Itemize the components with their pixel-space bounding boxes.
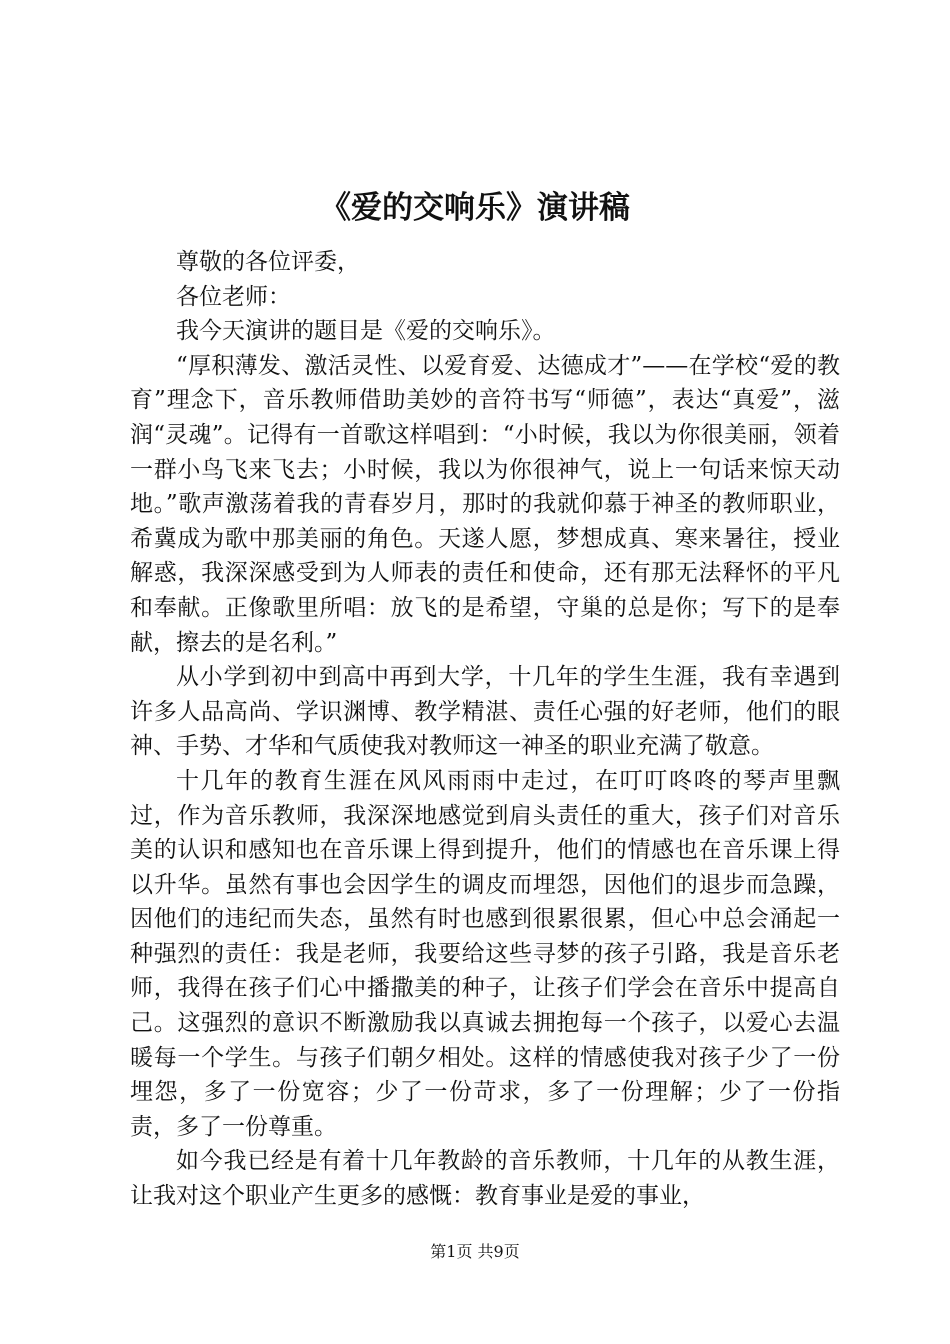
paragraph-body-2: 从小学到初中到高中再到大学，十几年的学生生涯，我有幸遇到许多人品高尚、学识渊博、教学精湛、责任心强的好老师，他们的眼神、手势、才华和气质使我对教师这一神圣的职业充满了敬意。 — [130, 664, 840, 760]
document-body — [130, 245, 840, 1214]
page-footer: 第1页 共9页 — [430, 1242, 520, 1261]
paragraph-topic: 我今天演讲的题目是《爱的交响乐》。 — [176, 318, 556, 345]
paragraph-greeting: 尊敬的各位评委， — [176, 249, 360, 275]
document-title: 《爱的交响乐》演讲稿 — [320, 190, 630, 226]
paragraph-body-3: 十几年的教育生涯在风风雨雨中走过，在叮叮咚咚的琴声里飘过，作为音乐教师，我深深地感觉到肩头责任的重大，孩子们对音乐美的认识和感知也在音乐课上得到提升，他们的情感也在音乐课上得以升华。虽然有事也会因学生的调皮而埋怨，因他们的退步而急躁，因他们的违纪而失态，虽然有时也感到很累很累，但心中总会涌起一种强烈的责任：我是老师，我要给这些寻梦的孩子引路，我是音乐老师，我得在孩子们心中播撒美的种子，让孩子们学会在音乐中提高自己。这强烈的意识不断激励我以真诚去拥抱每一个孩子，以爱心去温暖每一个学生。与孩子们朝夕相处。这样的情感使我对孩子少了一份埋怨，多了一份宽容；少了一份苛求，多了一份理解；少了一份指责，多了一份尊重。 — [130, 767, 840, 1140]
paragraph-greeting-teachers: 各位老师： — [176, 283, 291, 310]
paragraph-body-4: 如今我已经是有着十几年教龄的音乐教师，十几年的从教生涯，让我对这个职业产生更多的感慨：教育事业是爱的事业， — [130, 1148, 840, 1210]
paragraph-body-1: “厚积薄发、激活灵性、以爱育爱、达德成才”——在学校“爱的教育”理念下，音乐教师借助美妙的音符书写“师德”，表达“真爱”，滋润“灵魂”。记得有一首歌这样唱到：“小时候，我以为你很美丽，领着一群小鸟飞来飞去；小时候，我以为你很神气，说上一句话来惊天动地。”歌声激荡着我的青春岁月，那时的我就仰慕于神圣的教师职业，希冀成为歌中那美丽的角色。天遂人愿，梦想成真、寒来暑往，授业解惑，我深深感受到为人师表的责任和使命，还有那无法释怀的平凡和奉献。正像歌里所唱：放飞的是希望，守巢的总是你；写下的是奉献，擦去的是名利。” — [130, 352, 840, 656]
